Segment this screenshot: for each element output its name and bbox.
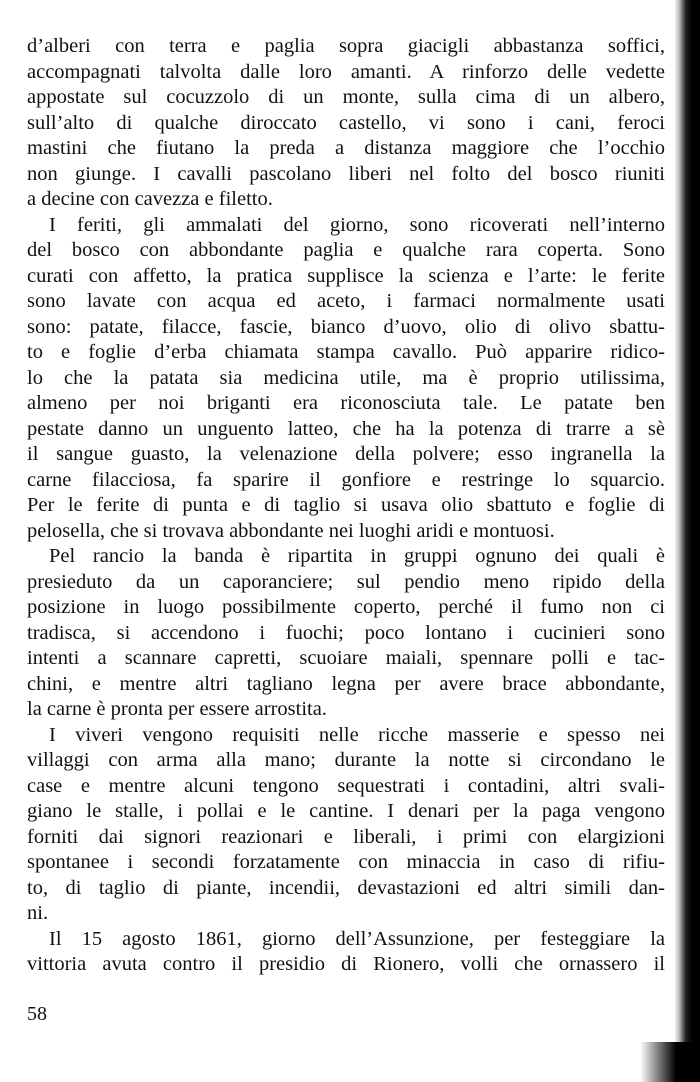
text-line: pelosella, che si trovava abbondante nei luoghi aridi e montuosi. bbox=[27, 519, 555, 542]
book-binding-shadow bbox=[674, 0, 700, 1082]
text-line: sono: patate, filacce, fascie, bianco d’uovo, olio di olivo sbattu- bbox=[27, 315, 665, 338]
text-line: intenti a scannare capretti, scuoiare maiali, spennare polli e tac- bbox=[27, 647, 665, 669]
text-line: to, di taglio di piante, incendii, devastazioni ed altri simili dan- bbox=[27, 876, 665, 899]
text-line: d’alberi con terra e paglia sopra giacigli abbastanza soffici, bbox=[27, 35, 665, 57]
text-line: appostate sul cocuzzolo di un monte, sulla cima di un albero, bbox=[27, 86, 665, 108]
book-binding-shadow-bottom bbox=[640, 1042, 700, 1082]
text-line: accompagnati talvolta dalle loro amanti. A rinforzo delle vedette bbox=[27, 60, 665, 83]
text-line: tradisca, si accendono i fuochi; poco lontano i cucinieri sono bbox=[27, 621, 665, 644]
text-line: forniti dai signori reazionari e liberali, i primi con elargizioni bbox=[27, 825, 665, 848]
text-line: carne filacciosa, fa sparire il gonfiore e restringe lo squarcio. bbox=[27, 468, 665, 491]
text-line: sono lavate con acqua ed aceto, i farmaci normalmente usati bbox=[27, 290, 665, 312]
text-line: posizione in luogo possibilmente coperto, perché il fumo non ci bbox=[27, 596, 665, 618]
text-line: to e foglie d’erba chiamata stampa cavallo. Può apparire ridico- bbox=[27, 341, 665, 363]
text-line: lo che la patata sia medicina utile, ma è proprio utilissima, bbox=[27, 366, 665, 389]
text-line: sull’alto di qualche diroccato castello, vi sono i cani, feroci bbox=[27, 111, 665, 134]
text-line: Il 15 agosto 1861, giorno dell’Assunzione, per festeggiare la bbox=[49, 927, 665, 950]
text-line: presieduto da un caporanciere; sul pendio meno ripido della bbox=[27, 570, 665, 593]
text-line: spontanee i secondi forzatamente con minaccia in caso di rifiu- bbox=[27, 851, 665, 873]
text-line: a decine con cavezza e filetto. bbox=[27, 188, 273, 210]
text-line: Per le ferite di punta e di taglio si usava olio sbattuto e foglie di bbox=[27, 494, 665, 516]
text-line: giano le stalle, i pollai e le cantine. I denari per la paga vengono bbox=[27, 800, 665, 822]
text-line: villaggi con arma alla mano; durante la notte si circondano le bbox=[27, 749, 665, 771]
page-body bbox=[27, 34, 665, 978]
text-line: pestate danno un unguento latteo, che ha la potenza di trarre a sè bbox=[27, 417, 665, 440]
text-line: del bosco con abbondante paglia e qualche rara coperta. Sono bbox=[27, 239, 665, 261]
text-line: il sangue guasto, la velenazione della polvere; esso ingranella la bbox=[27, 443, 665, 465]
text-line: I feriti, gli ammalati del giorno, sono ricoverati nell’interno bbox=[49, 213, 665, 236]
text-line: ni. bbox=[27, 902, 49, 924]
text-line: chini, e mentre altri tagliano legna per avere brace abbondante, bbox=[27, 672, 665, 695]
text-line: vittoria avuta contro il presidio di Rionero, volli che ornassero il bbox=[27, 953, 665, 975]
text-line: I viveri vengono requisiti nelle ricche masserie e spesso nei bbox=[49, 723, 665, 746]
text-line: curati con affetto, la pratica supplisce la scienza e l’arte: le ferite bbox=[27, 264, 665, 287]
text-line: mastini che fiutano la preda a distanza maggiore che l’occhio bbox=[27, 137, 665, 159]
page-number: 58 bbox=[27, 1003, 47, 1025]
text-line: almeno per noi briganti era riconosciuta tale. Le patate ben bbox=[27, 392, 665, 414]
text-line: non giunge. I cavalli pascolano liberi nel folto del bosco riuniti bbox=[27, 162, 665, 185]
text-line: Pel rancio la banda è ripartita in gruppi ognuno dei quali è bbox=[49, 545, 665, 567]
text-line: la carne è pronta per essere arrostita. bbox=[27, 698, 327, 720]
text-line: case e mentre alcuni tengono sequestrati i contadini, altri svali- bbox=[27, 774, 665, 797]
